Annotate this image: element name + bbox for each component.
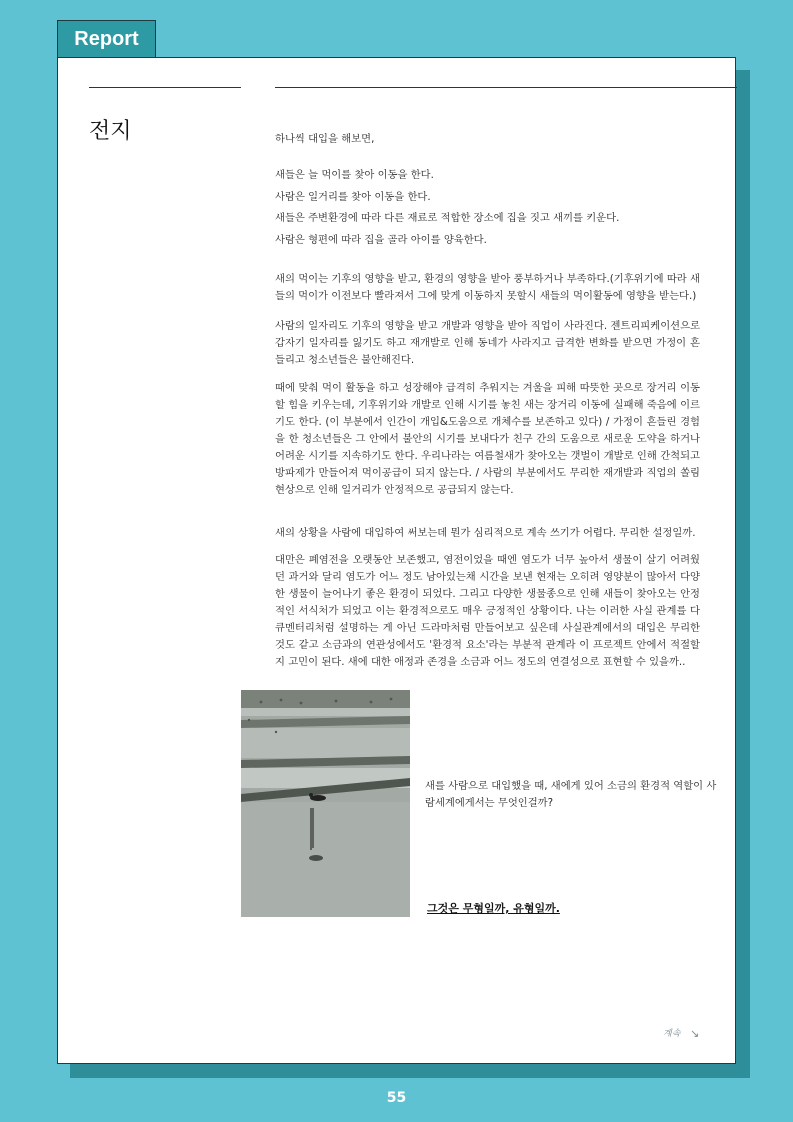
- list-item: 사람은 일거리를 찾아 이동을 한다.: [275, 190, 431, 203]
- page-number: 55: [386, 1090, 407, 1106]
- intro-text: [275, 131, 700, 148]
- salt-pond-bird-photo: [241, 690, 410, 917]
- arrow-down-right-icon[interactable]: ↘: [690, 1027, 700, 1040]
- paragraph-human-jobs: [275, 318, 700, 369]
- photo-caption: 새를 사람으로 대입했을 때, 새에게 있어 소금의 환경적 역할이 사람세계에게서는 무엇인걸까?: [425, 780, 717, 809]
- paragraph-text: 새의 먹이는 기후의 영향을 받고, 환경의 영향을 받아 풍부하거나 부족하다.(기후위기에 따라 새들의 먹이가 이전보다 빨라져서 그에 맞게 이동하지 못할시 새들의 먹이활동에 영향을 받는다.): [275, 273, 700, 302]
- closing-question: 그것은 무형일까, 유형일까.: [427, 902, 560, 915]
- paragraph-text: 때에 맞춰 먹이 활동을 하고 성장해야 급격히 추워지는 겨울을 피해 따뜻한 곳으로 장거리 이동할 힘을 키우는데, 기후위기와 개발로 인해 시기를 놓친 새는 장거리 이동에 실패해 죽음에 이르기도 한다. (이 부분에서 인간이 개입&도움으로 개체수를 보존하고 있다) / 가정이 흔들린 경험을 한 청소년들은 그 안에서 불안의 시기를 보내다가 친구 간의 도움으로 새로운 도약을 하거나 어려운 시기를 지속하기도 한다. 우리나라는 여름철새가 찾아오는 갯벌이 개발로 인해 간척되고 방파제가 만들어져 먹이공급이 되지 않는다. / 사람의 부분에서도 무리한 재개발과 직업의 쏠림현상으로 인해 일거리가 안정적으로 공급되지 않는다.: [275, 382, 700, 496]
- paragraph-migration: [275, 380, 700, 499]
- list-item: 사람은 형편에 따라 집을 골라 아이를 양육한다.: [275, 233, 487, 246]
- continue-label[interactable]: 계속: [663, 1029, 681, 1039]
- paragraph-taiwan: [275, 552, 700, 671]
- list-item: 새들은 주변환경에 따라 다른 재료로 적합한 장소에 집을 짓고 새끼를 키운다.: [275, 212, 620, 224]
- paragraph-text: 사람의 일자리도 기후의 영향을 받고 개발과 영향을 받아 직업이 사라진다. 젠트리피케이션으로 갑자기 일자리를 잃기도 하고 재개발로 인해 동네가 사라지고 급격한 변화를 받으면 가정이 흔들리고 청소년들은 불안해진다.: [275, 320, 700, 366]
- intro-line: 하나씩 대입을 해보면,: [275, 133, 375, 145]
- left-rule: [89, 87, 241, 88]
- paragraph-difficulty: [275, 525, 700, 542]
- comparison-list: [275, 165, 700, 251]
- paragraph-bird-food: [275, 271, 700, 305]
- list-item: 새들은 늘 먹이를 찾아 이동을 한다.: [275, 169, 434, 181]
- section-title: 전지: [89, 119, 132, 144]
- paragraph-text: 새의 상황을 사람에 대입하여 써보는데 뭔가 심리적으로 계속 쓰기가 어렵다. 무리한 설정일까.: [275, 527, 696, 539]
- photo-illustration: [241, 690, 410, 917]
- paragraph-text: 대만은 폐염전을 오랫동안 보존했고, 염전이었을 때엔 염도가 너무 높아서 생물이 살기 어려웠던 과거와 달리 염도가 어느 정도 남아있는채 시간을 보낸 현재는 오히려 영양분이 많아서 다양한 생물이 늘어나기 좋은 환경이 되었다. 그리고 다양한 생물종으로 인해 새들이 찾아오는 안정적인 서식처가 되었고 이는 환경적으로도 매우 긍정적인 상황이다. 나는 이러한 사실 관계를 다큐멘터리처럼 설명하는 게 아닌 드라마처럼 만들어보고 싶은데 사실관계에서의 대입은 무리한 것도 같고 소금과의 연관성에서도 '환경적 요소'라는 부분적 관계라 이 프로젝트 안에서 적절할지 고민이 된다. 새에 대한 애정과 존경을 소금과 어느 정도의 연결성으로 표현할 수 있을까..: [275, 554, 700, 668]
- report-tab: Report: [57, 20, 156, 57]
- right-rule: [275, 87, 737, 88]
